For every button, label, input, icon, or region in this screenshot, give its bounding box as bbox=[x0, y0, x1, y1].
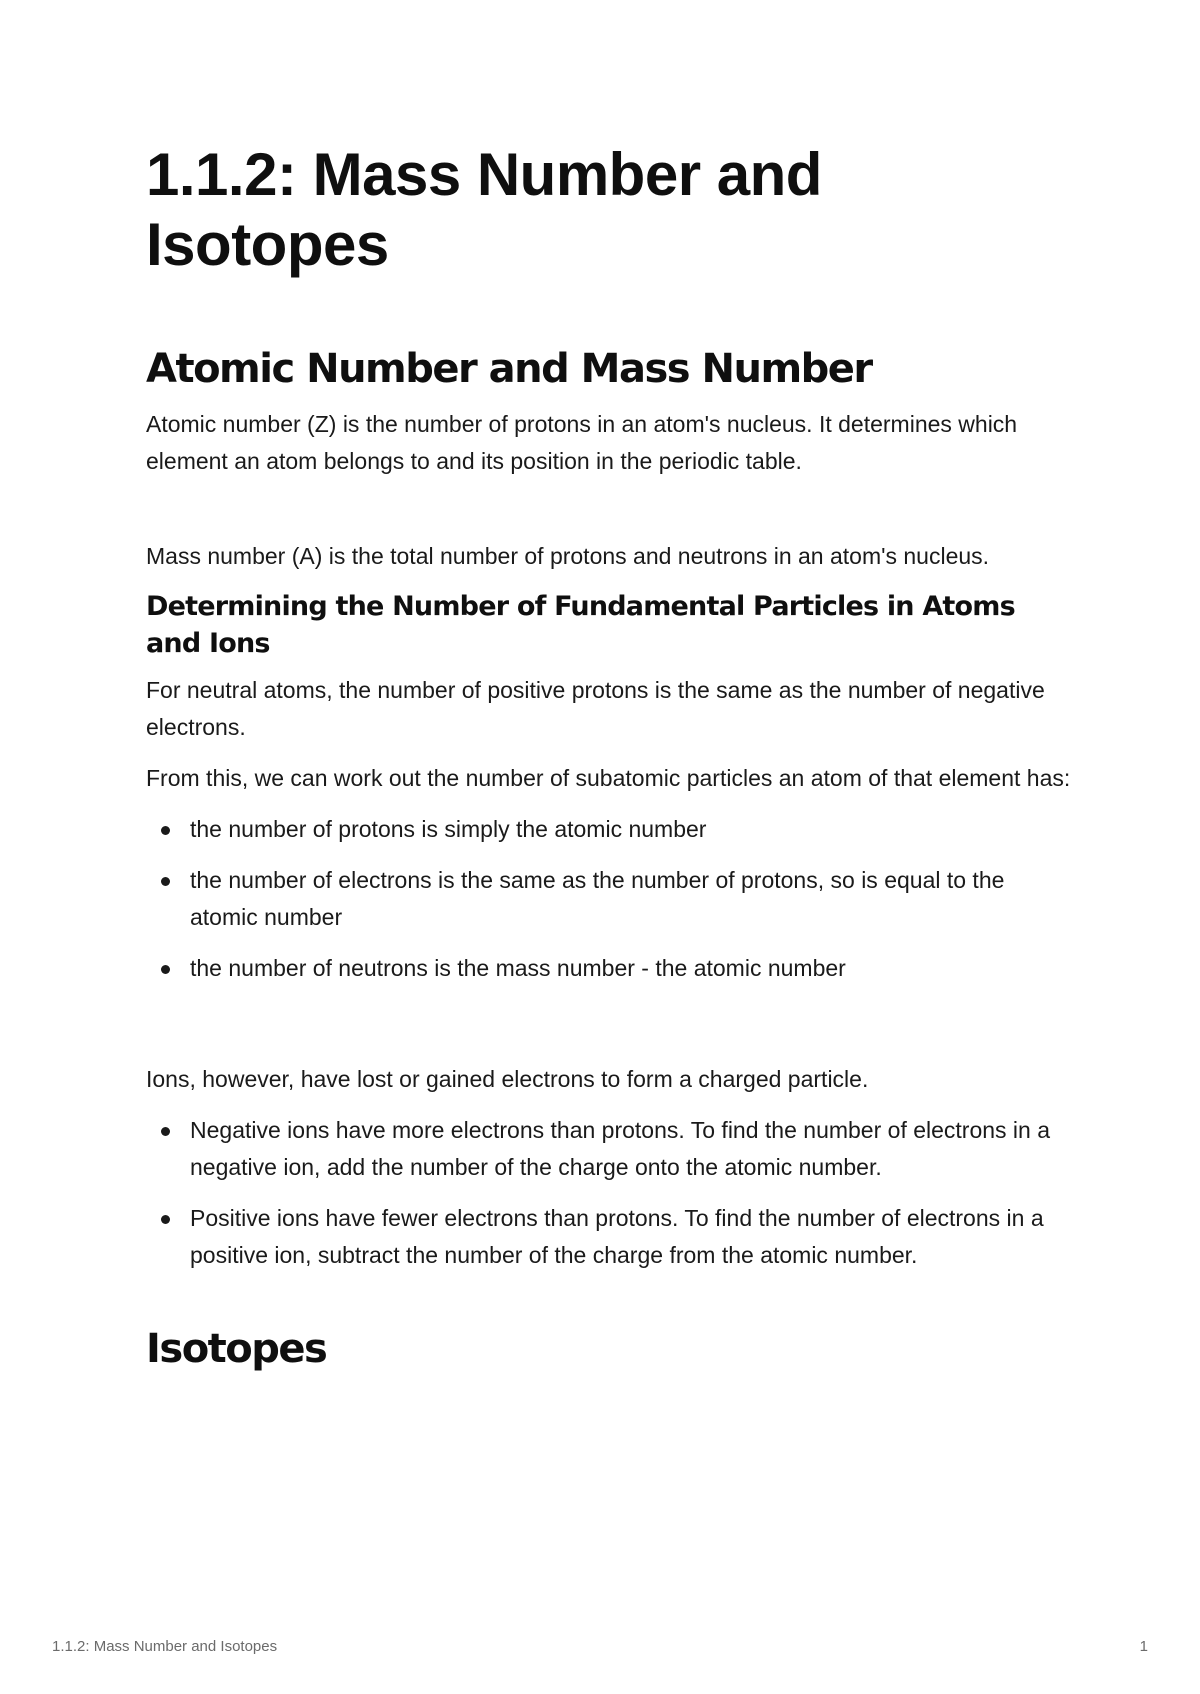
spacer bbox=[146, 1288, 1076, 1326]
bullet-icon bbox=[161, 826, 170, 835]
list-item-text: the number of electrons is the same as the number of protons, so is equal to the atomic number bbox=[190, 867, 1005, 931]
bullet-list-neutral bbox=[146, 811, 1076, 987]
list-item bbox=[190, 1200, 1076, 1274]
list-item-text: Positive ions have fewer electrons than protons. To find the number of electrons in a positive ion, subtract the number of the charge from the atomic number. bbox=[190, 1205, 1044, 1269]
list-item bbox=[190, 1112, 1076, 1186]
list-item-text: the number of protons is simply the atomic number bbox=[190, 816, 707, 843]
bullet-icon bbox=[161, 1127, 170, 1136]
paragraph-atomic-number: Atomic number (Z) is the number of protons in an atom's nucleus. It determines which element an atom belongs to and its position in the periodic table. bbox=[146, 411, 1018, 475]
section-heading-atomic-mass-number: Atomic Number and Mass Number bbox=[146, 346, 872, 393]
page-title: 1.1.2: Mass Number and Isotopes bbox=[146, 141, 822, 279]
spacer bbox=[146, 1001, 1076, 1061]
paragraph-neutral-atoms: For neutral atoms, the number of positive protons is the same as the number of negative electrons. bbox=[146, 677, 1045, 741]
footer-title: 1.1.2: Mass Number and Isotopes bbox=[52, 1638, 278, 1655]
bullet-icon bbox=[161, 877, 170, 886]
bullet-list-ions bbox=[146, 1112, 1076, 1274]
page-footer bbox=[52, 1638, 1148, 1655]
subsection-heading-fundamental-particles: Determining the Number of Fundamental Particles in Atoms and Ions bbox=[146, 591, 1015, 659]
page-number: 1 bbox=[1139, 1638, 1148, 1655]
list-item bbox=[190, 811, 1076, 848]
list-item bbox=[190, 950, 1076, 987]
list-item-text: Negative ions have more electrons than protons. To find the number of electrons in a negative ion, add the number of the charge onto the atomic number. bbox=[190, 1117, 1051, 1181]
bullet-icon bbox=[161, 965, 170, 974]
paragraph-mass-number: Mass number (A) is the total number of protons and neutrons in an atom's nucleus. bbox=[146, 543, 990, 570]
paragraph-subatomic-intro: From this, we can work out the number of subatomic particles an atom of that element has: bbox=[146, 765, 1071, 792]
list-item-text: the number of neutrons is the mass number - the atomic number bbox=[190, 955, 846, 982]
section-heading-isotopes: Isotopes bbox=[146, 1326, 327, 1373]
bullet-icon bbox=[161, 1215, 170, 1224]
paragraph-ions: Ions, however, have lost or gained electrons to form a charged particle. bbox=[146, 1066, 869, 1093]
page-content bbox=[146, 140, 1076, 1386]
list-item bbox=[190, 862, 1076, 936]
